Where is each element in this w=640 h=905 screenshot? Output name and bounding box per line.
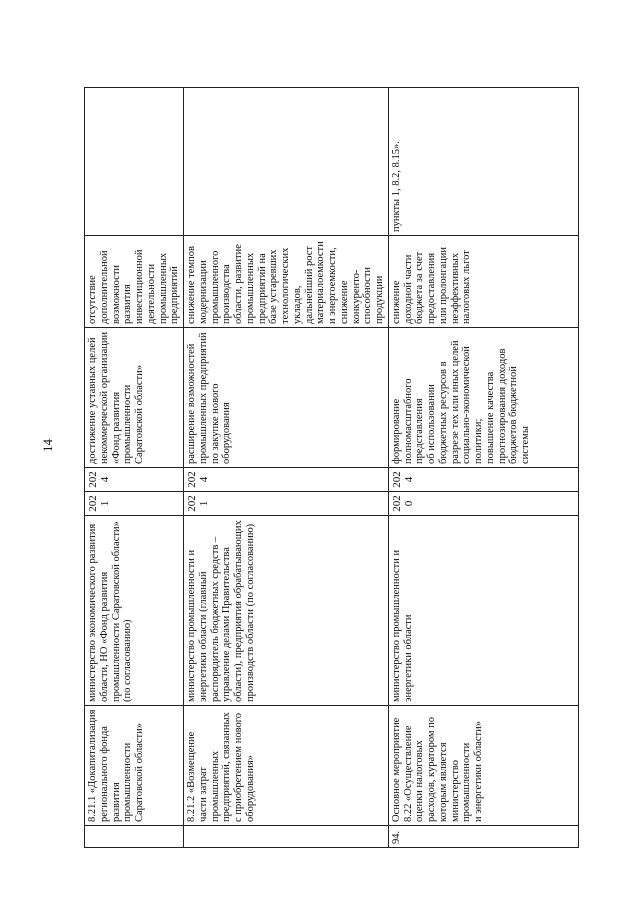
executor-cell: министерство промышленности и энергетики области xyxy=(388,516,578,706)
table-row xyxy=(184,88,389,848)
end-year-cell: 2024 xyxy=(184,468,389,492)
page-number: 14 xyxy=(40,439,55,452)
result-cell: расширение возможностей промышленных предприятий по закупке нового оборудования xyxy=(184,328,389,468)
link-cell xyxy=(85,88,184,236)
event-cell: Основное мероприятие 8.22 «Осуществление оценки налоговых расходов, куратором по которым является министерство промышленности и энергетики области» xyxy=(388,706,578,826)
result-cell: достижение уставных целей некоммерческой организации «Фонд развития промышленности Саратовской области» xyxy=(85,328,184,468)
executor-cell: министерство промышленности и энергетики области (главный распорядитель бюджетных средств – управление делами Правительства области), предприятия обрабатывающих производств области (по согласованию) xyxy=(184,516,389,706)
consequence-cell: отсутствие дополнительной возможности развития инвестиционной деятельности промышленных предприятий xyxy=(85,236,184,328)
result-cell: формирование полномасштабного представления об использовании бюджетных ресурсов в разрезе тех или иных целей социально-экономической политики; повышение качества прогнозирования доходов бюджетов бюджетной системы xyxy=(388,328,578,468)
executor-cell: министерство экономического развития области, НО «Фонд развития промышленности Саратовской области» (по согласованию) xyxy=(85,516,184,706)
event-cell: 8.21.2 «Возмещение части затрат промышленных предприятий, связанных с приобретением нового оборудования» xyxy=(184,706,389,826)
consequence-cell: снижение темпов модернизации промышленного производства области, развитие промышленных предприятий на базе устаревших технологических укладов, дальнейший рост материалоемкости и энергоемкости, снижение конкуренто-способности продукции xyxy=(184,236,389,328)
start-year-cell: 2020 xyxy=(388,492,578,516)
row-number: 94. xyxy=(388,826,578,848)
measures-table xyxy=(84,87,579,848)
table-row xyxy=(388,88,578,848)
row-number xyxy=(85,826,184,848)
end-year-cell: 2024 xyxy=(85,468,184,492)
start-year-cell: 2021 xyxy=(184,492,389,516)
row-number xyxy=(184,826,389,848)
table-row xyxy=(85,88,184,848)
start-year-cell: 2021 xyxy=(85,492,184,516)
link-cell xyxy=(184,88,389,236)
event-cell: 8.21.1 «Докапитализация регионального фонда развития промышленности Саратовской области» xyxy=(85,706,184,826)
rotated-table-region xyxy=(84,88,560,848)
end-year-cell: 2024 xyxy=(388,468,578,492)
link-cell: пункты 1, 8.2, 8.15». xyxy=(388,88,578,236)
consequence-cell: снижение доходной части бюджета за счет предоставления или пролонгации неэффективных налоговых льгот xyxy=(388,236,578,328)
